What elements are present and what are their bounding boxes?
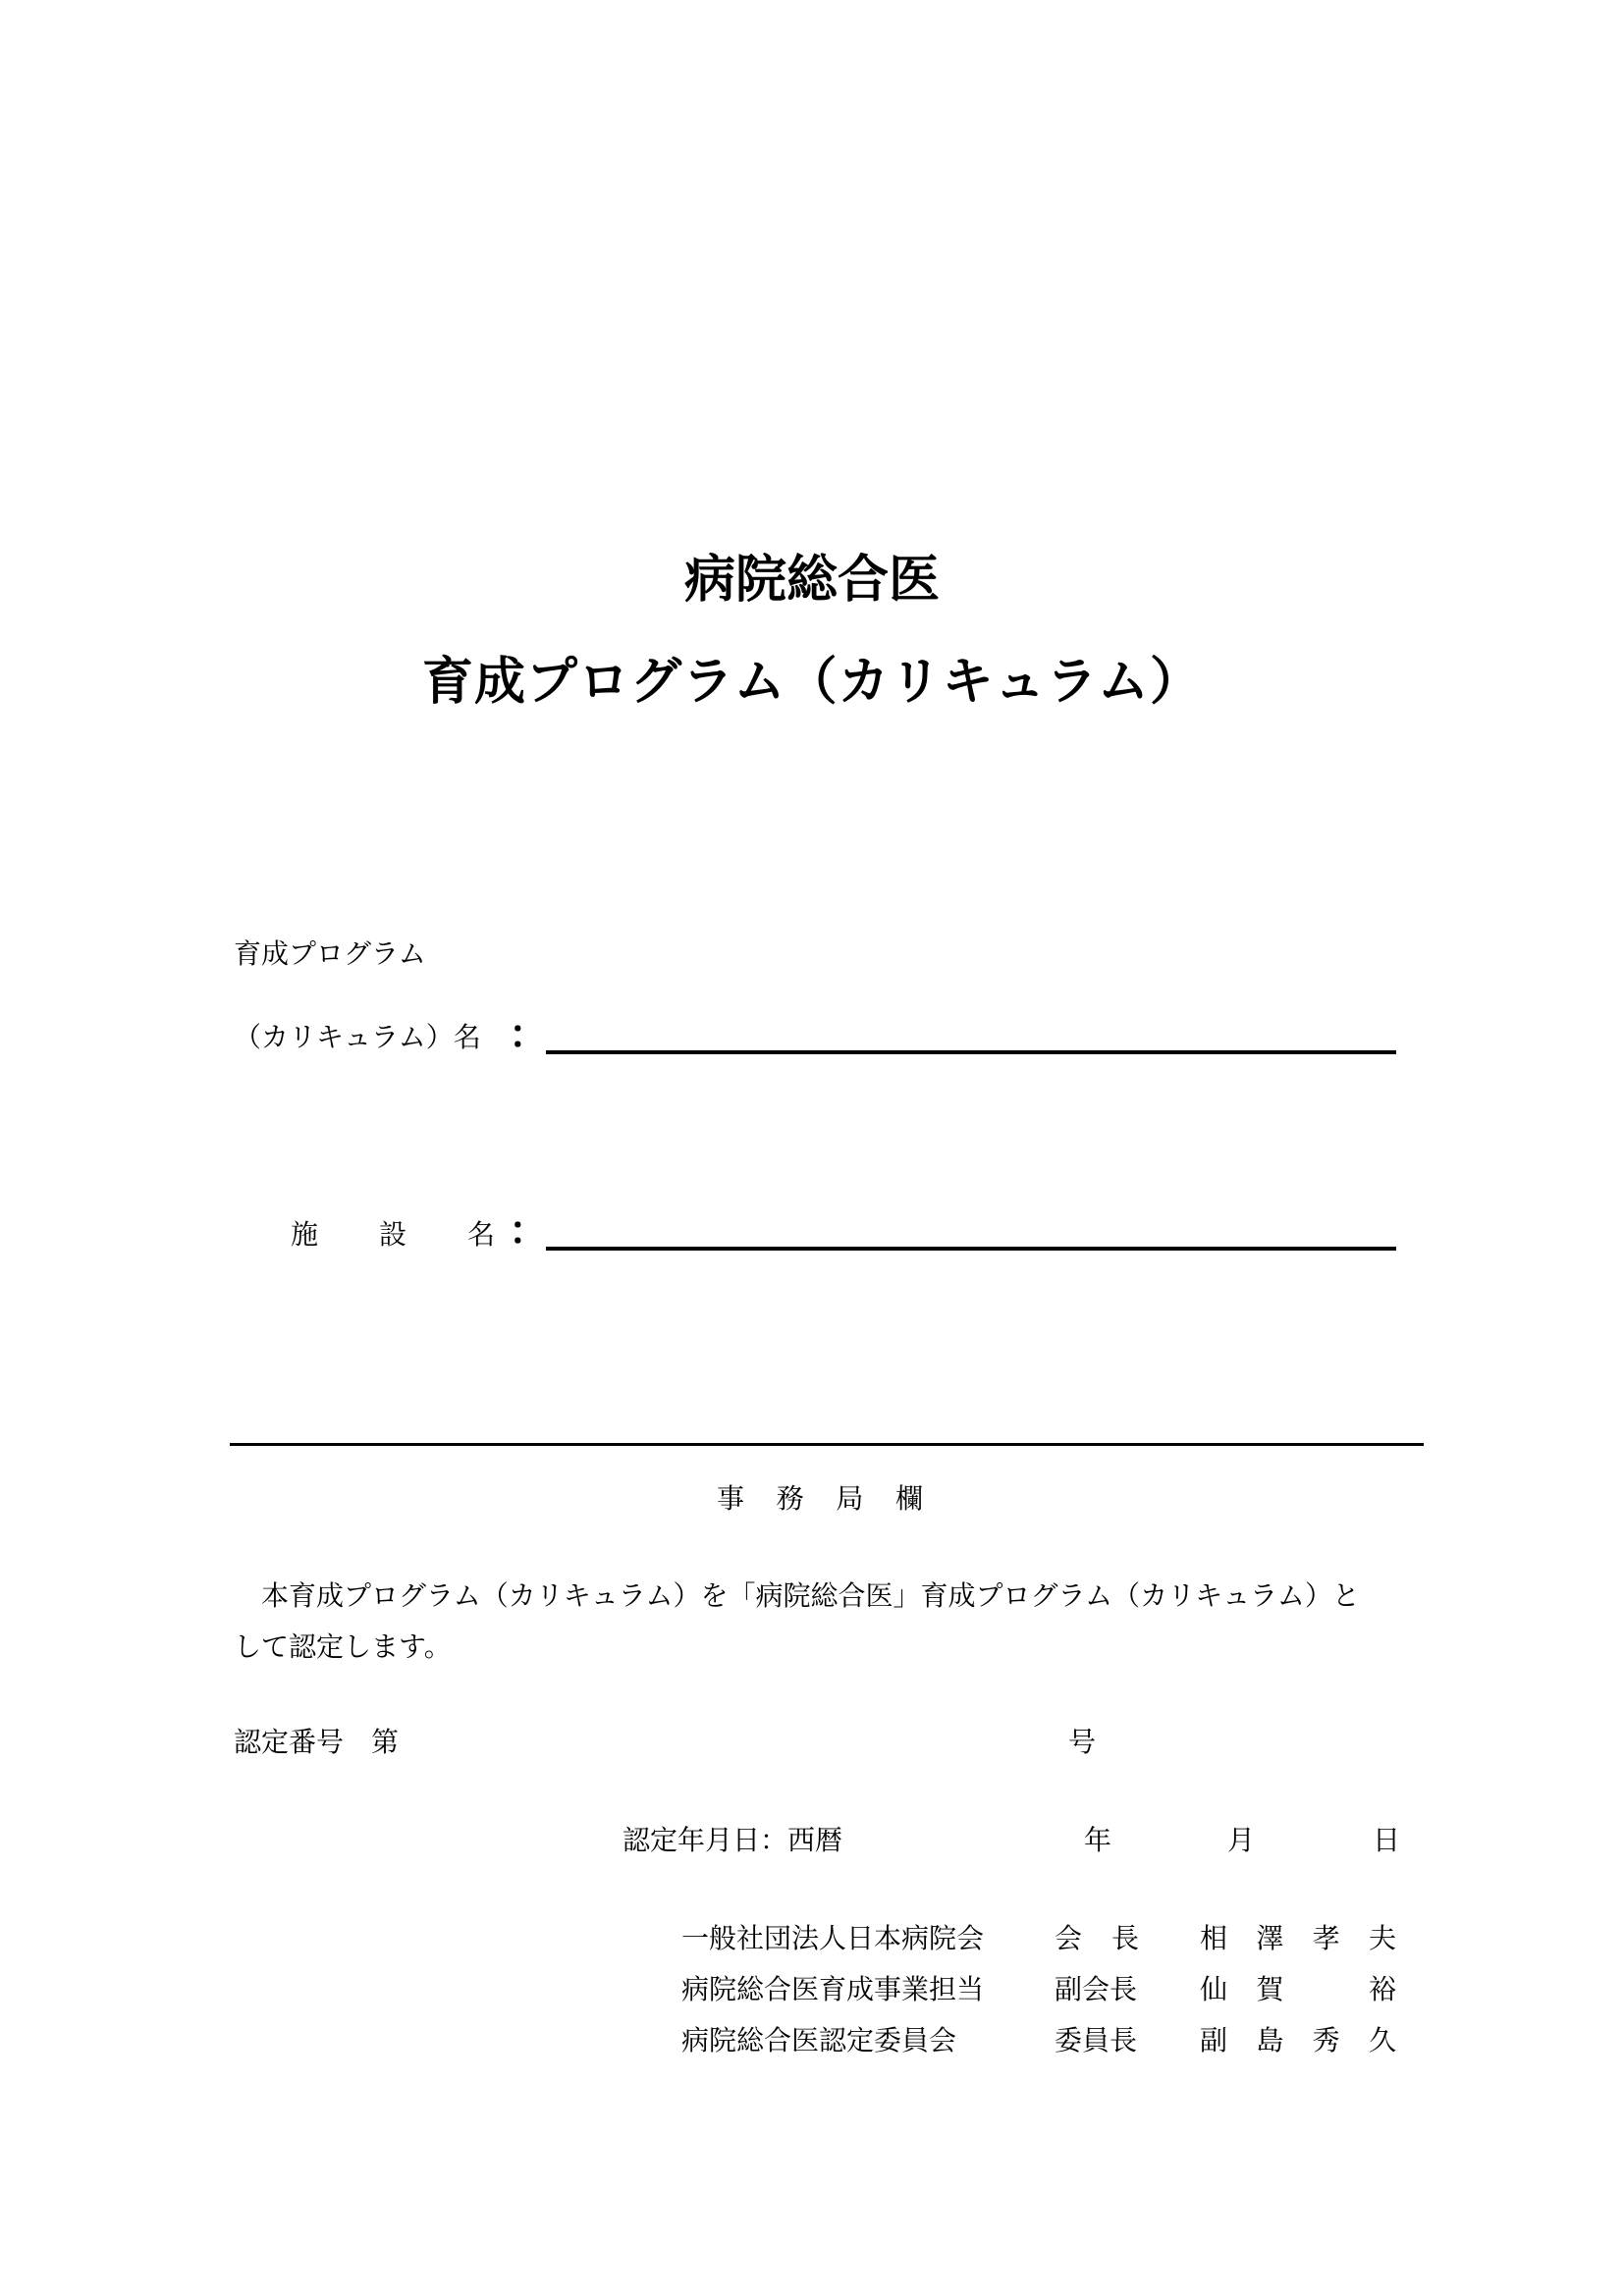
signatory-name-char: 相 xyxy=(1200,1922,1228,1954)
program-name-colon: ： xyxy=(509,1011,548,1057)
signatory-name-char: 秀 xyxy=(1312,2024,1340,2056)
office-heading-char: 事 xyxy=(717,1482,745,1515)
signatory-name-char: 裕 xyxy=(1368,1973,1396,2005)
office-heading-char: 局 xyxy=(836,1482,864,1515)
facility-label-char: 施 xyxy=(291,1218,319,1251)
office-heading-char: 務 xyxy=(776,1482,804,1515)
facility-name-field[interactable] xyxy=(546,1247,1396,1251)
signatory-name-char: 副 xyxy=(1200,2024,1228,2056)
office-heading-char: 欄 xyxy=(894,1482,923,1515)
signatory-name-char: 島 xyxy=(1256,2024,1284,2056)
signatory-name-char: 久 xyxy=(1368,2024,1396,2056)
facility-label-char: 名 xyxy=(466,1218,495,1251)
signatory-name-char: 澤 xyxy=(1256,1922,1284,1954)
signatory-name-char xyxy=(1313,1968,1340,2007)
signatory-organization: 一般社団法人日本病院会 xyxy=(681,1922,985,1954)
cert-date-month: 月 xyxy=(1227,1824,1256,1856)
document-title: 病院総合医 xyxy=(683,550,940,610)
signatory-name-char: 孝 xyxy=(1312,1922,1340,1954)
facility-name-colon: ： xyxy=(509,1207,548,1254)
signatory-name-char: 仙 xyxy=(1200,1973,1228,2005)
signatory-title-text: 委員長 xyxy=(1055,2024,1138,2056)
section-divider xyxy=(230,1443,1424,1446)
facility-name-label xyxy=(291,1213,495,1253)
signatory-organization: 病院総合医育成事業担当 xyxy=(681,1973,985,2005)
cert-date-year: 年 xyxy=(1084,1824,1112,1856)
cert-date-label: 認定年月日：西暦 xyxy=(623,1824,843,1856)
certification-line1: 本育成プログラム（カリキュラム）を「病院総合医」育成プログラム（カリキュラム）と xyxy=(261,1579,1360,1612)
certification-line2: して認定します。 xyxy=(234,1630,452,1663)
signatory-name-char: 賀 xyxy=(1256,1973,1284,2005)
signatory-title xyxy=(1055,1968,1139,2007)
cert-number-suffix: 号 xyxy=(1068,1726,1097,1758)
signatory-title-text: 副会長 xyxy=(1055,1973,1138,2005)
cert-number-label: 認定番号 第 xyxy=(234,1726,400,1758)
signatory-organization: 病院総合医認定委員会 xyxy=(681,2024,957,2056)
signatory-title xyxy=(1055,1917,1139,1956)
cert-date-day: 日 xyxy=(1373,1824,1401,1856)
signatory-name xyxy=(1200,2019,1396,2058)
signatory-name-char: 夫 xyxy=(1368,1922,1396,1954)
signatory-name xyxy=(1200,1968,1396,2007)
signatory-name xyxy=(1200,1917,1396,1956)
signatory-title xyxy=(1055,2019,1139,2058)
certification-statement xyxy=(234,1571,1402,1673)
program-name-field[interactable] xyxy=(546,1050,1396,1054)
office-section-heading xyxy=(717,1477,923,1517)
signatory-title-char: 長 xyxy=(1110,1922,1139,1954)
document-subtitle: 育成プログラム（カリキュラム） xyxy=(422,652,1202,712)
signatory-title-char: 会 xyxy=(1055,1922,1083,1954)
program-name-label-line1: 育成プログラム xyxy=(234,937,426,970)
program-name-label-line2: （カリキュラム）名 xyxy=(234,1021,481,1053)
facility-label-char: 設 xyxy=(378,1218,406,1251)
